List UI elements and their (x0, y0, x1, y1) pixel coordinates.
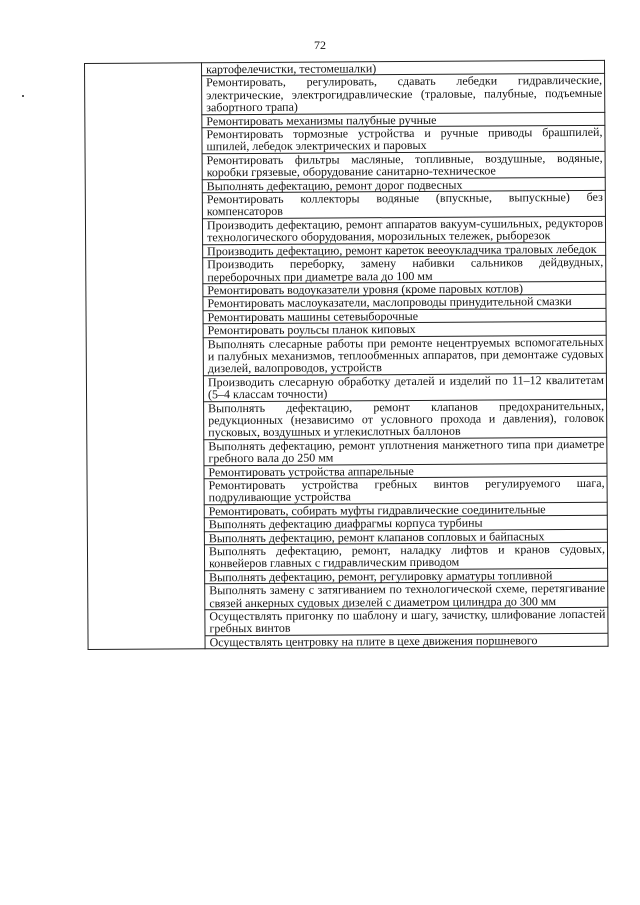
duty-text: Ремонтировать устройства гребных винтов регулируемого шага, подруливающие устройства (208, 475, 605, 505)
duty-text: Производить дефектацию, ремонт кареток вееоукладчика траловых лебедок (207, 241, 597, 258)
duty-text: Производить дефектацию, ремонт аппаратов вакуум-сушильных, редукторов технологического оборудования, морозильных тележек, рыборезок (206, 215, 604, 245)
duty-cell (205, 607, 608, 635)
duty-text: Выполнять замену с затягиванием по технологической схеме, перетягивание связей анкерных судовых дизелей с диаметром цилиндра до 300 мм (209, 581, 606, 610)
duty-text: Ремонтировать механизмы палубные ручные (206, 112, 437, 128)
duty-text: Выполнять дефектацию, ремонт дорог подвесных (206, 177, 463, 193)
duty-text: Ремонтировать тормозные устройства и ручные приводы брашпилей, шпилей, лебедок электрических и паровых (206, 124, 603, 154)
duty-text: Осуществлять пригонку по шаблону и шагу, зачистку, шлифование лопастей гребных винтов (209, 606, 606, 636)
duty-text: Ремонтировать маслоуказатели, маслопроводы принудительной смазки (207, 294, 572, 311)
duty-text: Ремонтировать, собирать муфты гидравлические соединительные (208, 502, 546, 519)
page-number: 72 (314, 38, 326, 52)
duty-text: Ремонтировать машины сетевыборочные (207, 308, 419, 324)
duty-text: Выполнять дефектацию диафрагмы корпуса турбины (208, 515, 483, 532)
duty-text: Ремонтировать водоуказатели уровня (кроме паровых котлов) (207, 281, 524, 298)
duty-cell (202, 151, 605, 179)
duty-text: Ремонтировать фильтры масляные, топливные, воздушные, водяные, коробки грязевые, оборудование санитарно-техническое (206, 150, 603, 180)
duty-cell (202, 125, 605, 153)
duty-text: Выполнять дефектацию, ремонт клапанов сопловых и байпасных (208, 528, 545, 545)
duty-cell (204, 542, 607, 570)
duty-text: Осуществлять центровку на плите в цехе движения поршневого (209, 633, 538, 650)
duty-cell (203, 373, 606, 401)
duty-text: Выполнять слесарные работы при ремонте нецентруемых вспомогательных и палубных механизмов, теплообменных аппаратов, при демонтаже судовых дизелей, валопроводов, устройств (207, 334, 604, 376)
duty-text: Производить слесарную обработку деталей и изделий по 11–12 квалитетам (5–4 классам точности) (207, 372, 604, 402)
duty-cell (203, 335, 606, 376)
scan-speck (22, 95, 24, 97)
duty-cell (204, 476, 607, 504)
duty-text: Выполнять дефектацию, ремонт, наладку лифтов и кранов судовых, конвейеров главных с гидравлическим приводом (208, 541, 606, 571)
duty-cell (203, 255, 606, 283)
duty-cell (202, 216, 605, 244)
duty-cell (205, 633, 608, 649)
duty-text: Ремонтировать роульсы планок киповых (207, 322, 416, 338)
duty-text: картофелечистки, тестомешалки) (205, 61, 377, 77)
duty-text: Выполнять дефектацию, ремонт уплотнения манжетного типа при диаметре гребного вала до 250 мм (208, 436, 605, 466)
table-body (85, 60, 609, 649)
duty-text: Производить переборку, замену набивки сальников дейдвудных, переборочных при диаметре вала до 100 мм (207, 254, 604, 284)
duty-cell (202, 74, 605, 115)
duty-cell (204, 437, 607, 465)
duty-text: Ремонтировать устройства аппарельные (208, 463, 414, 479)
duty-cell (202, 190, 605, 218)
work-duties-table (84, 60, 609, 650)
duty-text: Выполнять дефектацию, ремонт клапанов предохранительных, редукционных (независимо от условного прохода и давления), головок пусковых, воздушных и углекислотных баллонов (208, 398, 605, 440)
duty-text: Ремонтировать, регулировать, сдавать лебедки гидравлические, электрические, электрогидравлические (траловые, палубные, подъемные забортного трапа) (206, 73, 603, 115)
duty-text: Ремонтировать коллекторы водяные (впускные, выпускные) без компенсаторов (206, 189, 603, 219)
duty-text: Выполнять дефектацию, ремонт, регулировку арматуры топливной (209, 567, 553, 585)
duty-cell (204, 399, 607, 440)
left-column-cell (85, 63, 206, 650)
duty-cell (205, 582, 608, 610)
